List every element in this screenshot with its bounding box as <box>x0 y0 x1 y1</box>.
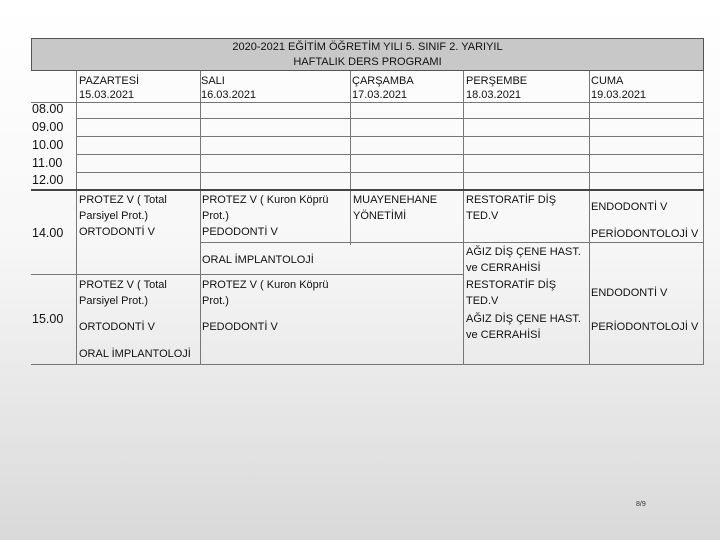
time-slot: 14.00 <box>32 226 64 240</box>
grid-line <box>703 71 704 365</box>
course-entry: RESTORATİF DİŞ TED.V <box>466 194 557 222</box>
time-slot: 08.00 <box>32 102 64 116</box>
page-number: 8/9 <box>636 501 646 508</box>
course-entry: PEDODONTİ V <box>202 321 278 333</box>
grid-line <box>76 136 704 137</box>
course-entry: AĞIZ DİŞ ÇENE HAST. ve CERRAHİSİ <box>466 313 581 341</box>
time-slot: 15.00 <box>32 312 64 326</box>
day-header-wednesday: ÇARŞAMBA 17.03.2021 <box>352 75 414 101</box>
grid-line <box>76 172 704 173</box>
grid-line <box>31 274 464 275</box>
grid-line <box>200 242 589 243</box>
course-entry: PROTEZ V ( Kuron Köprü Prot.) PEDODONTİ V <box>202 194 329 238</box>
day-header-tuesday: SALI 16.03.2021 <box>201 75 257 101</box>
grid-line <box>31 102 704 103</box>
course-entry: PROTEZ V ( Total Parsiyel Prot.) ORTODONTİ V <box>79 194 167 238</box>
day-header-friday: CUMA 19.03.2021 <box>591 75 647 101</box>
course-entry: PROTEZ V ( Total Parsiyel Prot.) <box>79 279 167 307</box>
course-entry: PERİODONTOLOJİ V <box>591 321 699 333</box>
course-entry: PROTEZ V ( Kuron Köprü Prot.) <box>202 279 329 307</box>
grid-line <box>589 71 590 365</box>
grid-line <box>200 71 201 365</box>
time-slot: 10.00 <box>32 138 64 152</box>
time-slot: 11.00 <box>32 156 63 170</box>
course-entry: ENDODONTİ V <box>591 287 668 299</box>
grid-line <box>31 189 704 191</box>
course-entry: PERİODONTOLOJİ V <box>591 228 699 240</box>
grid-line <box>76 71 77 365</box>
course-entry: ORAL İMPLANTOLOJİ <box>79 348 191 360</box>
course-entry: MUAYENEHANE YÖNETİMİ <box>353 194 438 222</box>
day-header-monday: PAZARTESİ 15.03.2021 <box>79 75 140 101</box>
time-slot: 12.00 <box>32 173 64 187</box>
grid-line <box>31 364 704 365</box>
grid-line <box>76 118 704 119</box>
schedule-title <box>31 38 704 71</box>
course-entry: ORTODONTİ V <box>79 321 155 333</box>
course-entry: ORAL İMPLANTOLOJİ <box>202 254 314 266</box>
day-header-thursday: PERŞEMBE 18.03.2021 <box>466 75 528 101</box>
title-line-1: 2020-2021 EĞİTİM ÖĞRETİM YILI 5. SINIF 2. YARIYIL <box>232 41 503 53</box>
title-line-2: HAFTALIK DERS PROGRAMI <box>293 56 442 68</box>
grid-line <box>76 154 704 155</box>
course-entry: ENDODONTİ V <box>591 201 668 213</box>
course-entry: RESTORATİF DİŞ TED.V <box>466 279 557 307</box>
time-slot: 09.00 <box>32 120 64 134</box>
course-entry: AĞIZ DİŞ ÇENE HAST. ve CERRAHİSİ <box>466 246 581 274</box>
grid-line <box>350 71 351 245</box>
grid-line <box>463 71 464 365</box>
grid-line <box>589 242 704 243</box>
